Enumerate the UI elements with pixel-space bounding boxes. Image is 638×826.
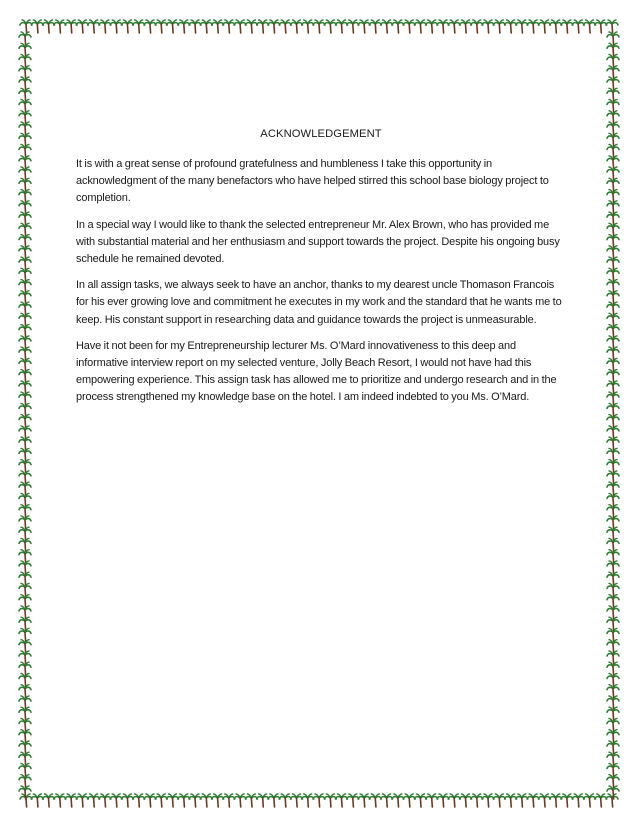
- palm-tree-icon: [561, 794, 573, 807]
- paragraph-gratitude: It is with a great sense of profound gratefulness and humbleness I take this opportunity in acknowledgment of the many benefactors who have helped stirred this school base biology project to completion.: [76, 158, 549, 205]
- palm-tree-icon: [448, 794, 460, 807]
- palm-tree-icon: [347, 20, 359, 33]
- palm-tree-icon: [121, 794, 133, 807]
- palm-tree-icon: [324, 20, 336, 33]
- palm-tree-icon: [200, 20, 212, 33]
- palm-tree-icon: [279, 794, 291, 807]
- palm-tree-icon: [302, 20, 314, 33]
- palm-tree-icon: [505, 20, 517, 33]
- paragraph-lecturer: Have it not been for my Entrepreneurship lecturer Ms. O’Mard innovativeness to this deep and informative interview report on my selected venture, Jolly Beach Resort, I would not have had this empowering experience. This assign task has allowed me to prioritize and undergo research and in the process strengthened my knowledge base on the hotel. I am indeed indebted to you Ms. O’Mard.: [76, 339, 557, 404]
- palm-tree-icon: [88, 794, 100, 807]
- palm-tree-icon: [538, 20, 550, 33]
- palm-tree-icon: [133, 20, 145, 33]
- palm-tree-icon: [392, 794, 404, 807]
- palm-tree-icon: [572, 20, 584, 33]
- document-heading: ACKNOWLEDGEMENT: [260, 128, 382, 140]
- palm-tree-icon: [414, 20, 426, 33]
- document-body: [76, 128, 566, 416]
- paragraph-uncle: In all assign tasks, we always seek to have an anchor, thanks to my dearest uncle Thomason Francois for his ever growing love and commitment he executes in my work and the standard that he wants me to keep. His constant support in researching data and guidance towards the project is unmeasurable.: [76, 279, 562, 326]
- palm-tree-icon: [76, 794, 88, 807]
- palm-tree-icon: [76, 20, 88, 33]
- palm-tree-icon: [595, 20, 607, 33]
- palm-tree-icon: [189, 794, 201, 807]
- palm-tree-icon: [43, 20, 55, 33]
- palm-tree-icon: [302, 794, 314, 807]
- palm-tree-icon: [189, 20, 201, 33]
- palm-tree-icon: [313, 20, 325, 33]
- palm-tree-icon: [527, 794, 539, 807]
- palm-tree-icon: [200, 794, 212, 807]
- palm-tree-icon: [20, 20, 32, 33]
- palm-tree-icon: [234, 794, 246, 807]
- palm-tree-icon: [324, 794, 336, 807]
- palm-tree-icon: [550, 794, 562, 807]
- palm-tree-icon: [584, 794, 596, 807]
- palm-tree-icon: [426, 794, 438, 807]
- palm-tree-icon: [426, 20, 438, 33]
- palm-tree-icon: [121, 20, 133, 33]
- palm-tree-icon: [178, 20, 190, 33]
- palm-tree-icon: [54, 794, 66, 807]
- palm-tree-icon: [99, 794, 111, 807]
- palm-tree-icon: [606, 20, 618, 33]
- palm-tree-icon: [257, 794, 269, 807]
- palm-tree-icon: [381, 20, 393, 33]
- palm-tree-icon: [369, 20, 381, 33]
- palm-tree-icon: [245, 794, 257, 807]
- palm-tree-icon: [99, 20, 111, 33]
- palm-tree-icon: [336, 20, 348, 33]
- palm-tree-icon: [347, 794, 359, 807]
- palm-tree-icon: [65, 794, 77, 807]
- palm-tree-icon: [606, 794, 618, 807]
- palm-tree-icon: [178, 794, 190, 807]
- palm-tree-icon: [369, 794, 381, 807]
- palm-tree-icon: [223, 20, 235, 33]
- palm-tree-icon: [448, 20, 460, 33]
- palm-tree-icon: [279, 20, 291, 33]
- palm-tree-icon: [268, 20, 280, 33]
- palm-tree-icon: [268, 794, 280, 807]
- palm-tree-icon: [550, 20, 562, 33]
- palm-tree-icon: [144, 20, 156, 33]
- paragraph-entrepreneur: In a special way I would like to thank the selected entrepreneur Mr. Alex Brown, who has provided me with substantial material and her enthusiasm and support towards the project. Despite his ongoing busy schedule he remained devoted.: [76, 218, 560, 266]
- palm-tree-icon: [358, 20, 370, 33]
- palm-tree-icon: [212, 20, 224, 33]
- palm-tree-icon: [155, 20, 167, 33]
- palm-tree-icon: [110, 20, 122, 33]
- palm-tree-icon: [381, 794, 393, 807]
- palm-tree-icon: [403, 20, 415, 33]
- palm-tree-icon: [516, 20, 528, 33]
- palm-tree-icon: [212, 794, 224, 807]
- palm-tree-icon: [437, 794, 449, 807]
- palm-tree-icon: [595, 794, 607, 807]
- palm-tree-icon: [43, 794, 55, 807]
- palm-tree-icon: [65, 20, 77, 33]
- palm-tree-icon: [437, 20, 449, 33]
- palm-tree-icon: [516, 794, 528, 807]
- palm-tree-icon: [414, 794, 426, 807]
- palm-tree-icon: [460, 794, 472, 807]
- palm-tree-icon: [538, 794, 550, 807]
- palm-tree-icon: [31, 20, 43, 33]
- palm-tree-icon: [88, 20, 100, 33]
- palm-tree-icon: [584, 20, 596, 33]
- palm-tree-icon: [257, 20, 269, 33]
- palm-tree-icon: [291, 794, 303, 807]
- palm-tree-icon: [460, 20, 472, 33]
- palm-tree-icon: [167, 20, 179, 33]
- palm-tree-icon: [291, 20, 303, 33]
- palm-tree-icon: [392, 20, 404, 33]
- palm-tree-icon: [493, 794, 505, 807]
- palm-tree-icon: [403, 794, 415, 807]
- palm-tree-icon: [313, 794, 325, 807]
- palm-tree-icon: [167, 794, 179, 807]
- palm-tree-icon: [133, 794, 145, 807]
- palm-tree-icon: [223, 794, 235, 807]
- palm-tree-icon: [527, 20, 539, 33]
- palm-tree-icon: [482, 20, 494, 33]
- palm-tree-icon: [572, 794, 584, 807]
- palm-tree-icon: [482, 794, 494, 807]
- palm-tree-icon: [155, 794, 167, 807]
- palm-tree-icon: [471, 20, 483, 33]
- palm-tree-icon: [245, 20, 257, 33]
- palm-tree-icon: [505, 794, 517, 807]
- palm-tree-icon: [31, 794, 43, 807]
- palm-tree-icon: [144, 794, 156, 807]
- palm-tree-icon: [336, 794, 348, 807]
- palm-tree-icon: [358, 794, 370, 807]
- palm-tree-icon: [471, 794, 483, 807]
- palm-tree-icon: [110, 794, 122, 807]
- palm-tree-icon: [234, 20, 246, 33]
- palm-tree-icon: [493, 20, 505, 33]
- palm-tree-icon: [561, 20, 573, 33]
- palm-tree-icon: [54, 20, 66, 33]
